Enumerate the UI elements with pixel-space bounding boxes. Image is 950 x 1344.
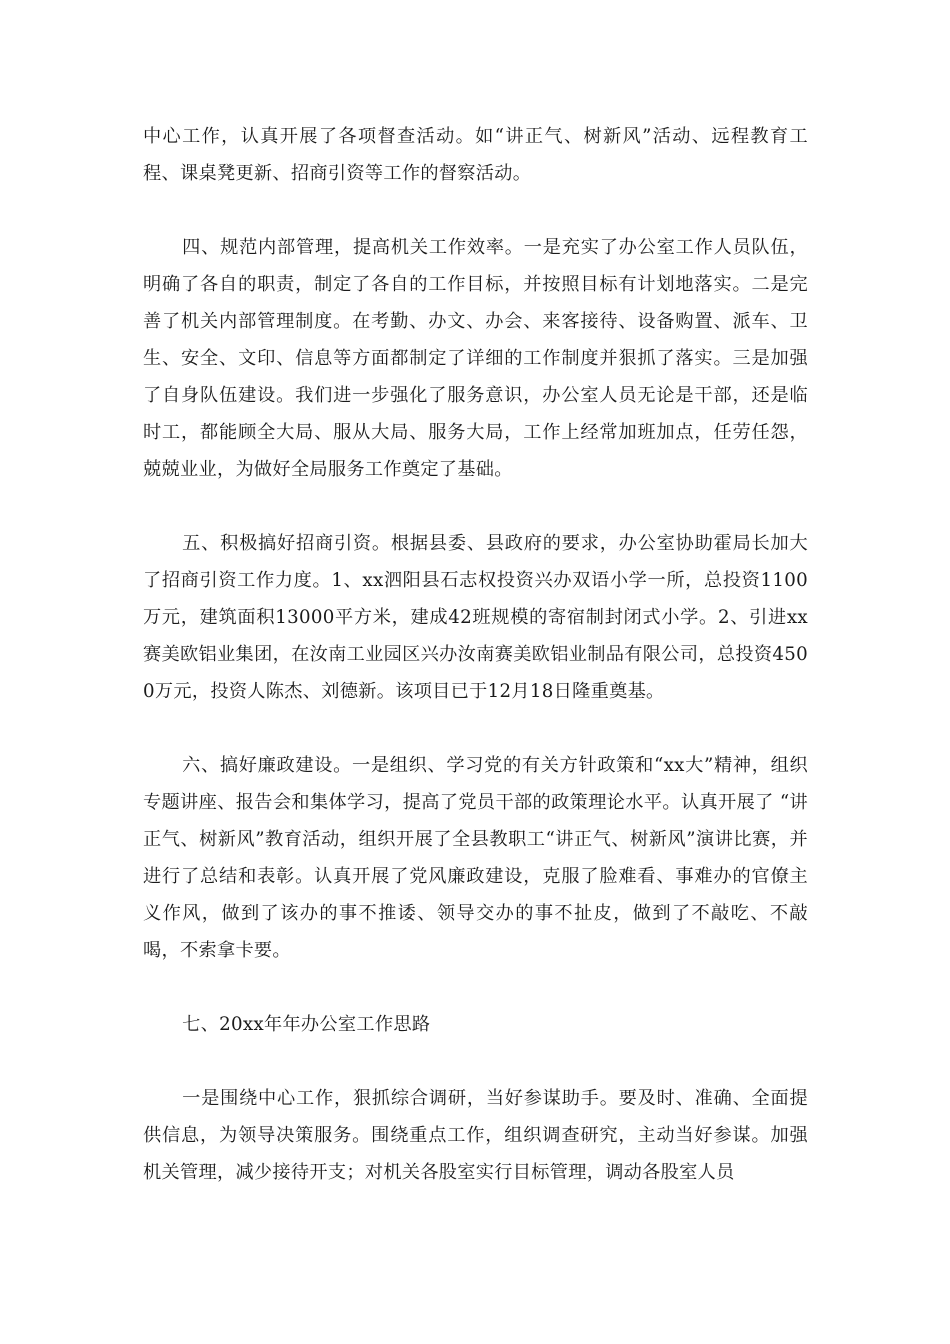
paragraph-work-plan-first: 一是围绕中心工作，狠抓综合调研，当好参谋助手。要及时、准确、全面提供信息，为领导决策服务。围绕重点工作，组织调查研究，主动当好参谋。加强机关管理，减少接待开支；对机关各股室实行目标管理，调动各股室人员 <box>143 1088 808 1183</box>
paragraph-investment-attraction: 五、积极搞好招商引资。根据县委、县政府的要求，办公室协助霍局长加大了招商引资工作力度。1、xx泗阳县石志权投资兴办双语小学一所，总投资1100万元，建筑面积13000平方米，建成42班规模的寄宿制封闭式小学。2、引进xx赛美欧铝业集团，在汝南工业园区兴办汝南赛美欧铝业制品有限公司，总投资4500万元，投资人陈杰、刘德新。该项目已于12月18日隆重奠基。 <box>143 533 808 702</box>
document-body <box>143 118 808 1191</box>
paragraph-internal-management: 四、规范内部管理，提高机关工作效率。一是充实了办公室工作人员队伍，明确了各自的职责，制定了各自的工作目标，并按照目标有计划地落实。二是完善了机关内部管理制度。在考勤、办文、办会、来客接待、设备购置、派车、卫生、安全、文印、信息等方面都制定了详细的工作制度并狠抓了落实。三是加强了自身队伍建设。我们进一步强化了服务意识，办公室人员无论是干部，还是临时工，都能顾全大局、服从大局、服务大局，工作上经常加班加点，任劳任怨，兢兢业业，为做好全局服务工作奠定了基础。 <box>143 237 808 480</box>
paragraph-integrity-building: 六、搞好廉政建设。一是组织、学习党的有关方针政策和“xx大”精神，组织专题讲座、报告会和集体学习，提高了党员干部的政策理论水平。认真开展了 “讲正气、树新风”教育活动，组织开展了全县教职工“讲正气、树新风”演讲比赛，并进行了总结和表彰。认真开展了党风廉政建设，克服了脸难看、事难办的官僚主义作风，做到了该办的事不推诿、领导交办的事不扯皮，做到了不敲吃、不敲喝，不索拿卡要。 <box>143 755 808 961</box>
section-heading-work-plan: 七、20xx年年办公室工作思路 <box>182 1014 431 1035</box>
paragraph-continuation: 中心工作，认真开展了各项督查活动。如“讲正气、树新风”活动、远程教育工程、课桌凳更新、招商引资等工作的督察活动。 <box>143 126 808 184</box>
